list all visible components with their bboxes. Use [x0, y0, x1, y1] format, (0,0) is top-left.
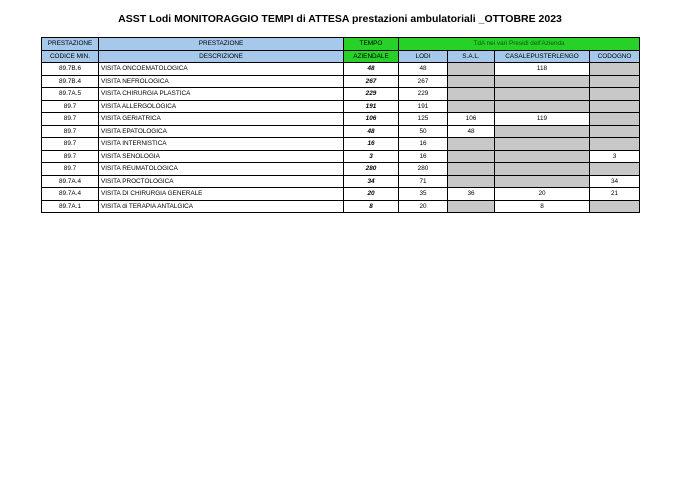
table-row — [42, 200, 640, 213]
table-row — [42, 163, 640, 176]
cell-codogno: 21 — [590, 188, 640, 201]
cell-aziendale: 229 — [344, 88, 399, 101]
cell-lodi: 125 — [399, 113, 448, 126]
header-descrizione: DESCRIZIONE — [99, 50, 344, 63]
cell-codogno — [590, 63, 640, 76]
cell-sal — [448, 88, 495, 101]
cell-aziendale: 20 — [344, 188, 399, 201]
page-title: ASST Lodi MONITORAGGIO TEMPI di ATTESA prestazioni ambulatoriali _OTTOBRE 2023 — [118, 13, 562, 25]
cell-codice: 89.7 — [42, 150, 99, 163]
cell-codice: 89.7B.6 — [42, 63, 99, 76]
cell-descrizione: VISITA DI CHIRURGIA GENERALE — [99, 188, 344, 201]
cell-sal — [448, 200, 495, 213]
cell-codogno — [590, 75, 640, 88]
cell-aziendale: 34 — [344, 175, 399, 188]
cell-codice: 89.7 — [42, 125, 99, 138]
table-row — [42, 75, 640, 88]
cell-sal: 48 — [448, 125, 495, 138]
cell-codogno — [590, 125, 640, 138]
cell-sal — [448, 175, 495, 188]
cell-casale — [495, 75, 590, 88]
cell-casale — [495, 125, 590, 138]
cell-descrizione: VISITA ONCOEMATOLOGICA — [99, 63, 344, 76]
cell-codice: 89.7A.4 — [42, 188, 99, 201]
cell-descrizione: VISITA SENOLOGIA — [99, 150, 344, 163]
cell-sal — [448, 63, 495, 76]
table-row — [42, 63, 640, 76]
cell-sal — [448, 100, 495, 113]
cell-casale — [495, 150, 590, 163]
cell-casale — [495, 175, 590, 188]
header-row-2 — [42, 50, 640, 63]
header-aziendale: AZIENDALE — [344, 50, 399, 63]
waiting-times-table — [41, 37, 640, 213]
cell-codogno — [590, 100, 640, 113]
cell-sal — [448, 75, 495, 88]
table-row — [42, 175, 640, 188]
cell-codogno: 34 — [590, 175, 640, 188]
cell-codice: 89.7A.5 — [42, 88, 99, 101]
cell-codogno — [590, 113, 640, 126]
cell-aziendale: 280 — [344, 163, 399, 176]
cell-sal — [448, 163, 495, 176]
cell-casale: 118 — [495, 63, 590, 76]
header-codogno: CODOGNO — [590, 50, 640, 63]
cell-sal: 36 — [448, 188, 495, 201]
cell-casale — [495, 88, 590, 101]
table-row — [42, 138, 640, 151]
header-presidi: TdA nei vari Presidi dell'Azienda — [399, 38, 640, 51]
cell-lodi: 280 — [399, 163, 448, 176]
table-row — [42, 100, 640, 113]
cell-lodi: 35 — [399, 188, 448, 201]
header-casale: CASALEPUSTERLENGO — [495, 50, 590, 63]
cell-codice: 89.7 — [42, 100, 99, 113]
cell-aziendale: 3 — [344, 150, 399, 163]
cell-casale — [495, 138, 590, 151]
cell-aziendale: 16 — [344, 138, 399, 151]
header-prestazione-desc: PRESTAZIONE — [99, 38, 344, 51]
cell-descrizione: VISITA ALLERGOLOGICA — [99, 100, 344, 113]
cell-aziendale: 48 — [344, 125, 399, 138]
table-row — [42, 113, 640, 126]
table-row — [42, 150, 640, 163]
cell-lodi: 20 — [399, 200, 448, 213]
cell-casale: 20 — [495, 188, 590, 201]
cell-codogno — [590, 163, 640, 176]
cell-descrizione: VISITA GERIATRICA — [99, 113, 344, 126]
cell-lodi: 48 — [399, 63, 448, 76]
cell-aziendale: 267 — [344, 75, 399, 88]
cell-descrizione: VISITA INTERNISTICA — [99, 138, 344, 151]
cell-sal: 106 — [448, 113, 495, 126]
cell-aziendale: 48 — [344, 63, 399, 76]
cell-lodi: 267 — [399, 75, 448, 88]
table-row — [42, 125, 640, 138]
cell-casale — [495, 163, 590, 176]
cell-codogno — [590, 138, 640, 151]
cell-aziendale: 8 — [344, 200, 399, 213]
cell-sal — [448, 138, 495, 151]
cell-codogno: 3 — [590, 150, 640, 163]
cell-codice: 89.7 — [42, 113, 99, 126]
header-lodi: LODI — [399, 50, 448, 63]
cell-codice: 89.7A.1 — [42, 200, 99, 213]
table-row — [42, 88, 640, 101]
cell-codice: 89.7 — [42, 138, 99, 151]
cell-descrizione: VISITA di TERAPIA ANTALGICA — [99, 200, 344, 213]
cell-codice: 89.7 — [42, 163, 99, 176]
header-sal: S.A.L. — [448, 50, 495, 63]
cell-descrizione: VISITA REUMATOLOGICA — [99, 163, 344, 176]
cell-casale: 8 — [495, 200, 590, 213]
cell-aziendale: 191 — [344, 100, 399, 113]
cell-codice: 89.7A.4 — [42, 175, 99, 188]
cell-descrizione: VISITA CHIRURGIA PLASTICA — [99, 88, 344, 101]
cell-descrizione: VISITA NEFROLOGICA — [99, 75, 344, 88]
cell-codogno — [590, 88, 640, 101]
cell-casale: 119 — [495, 113, 590, 126]
cell-codice: 89.7B.4 — [42, 75, 99, 88]
cell-codogno — [590, 200, 640, 213]
cell-aziendale: 106 — [344, 113, 399, 126]
header-tempo: TEMPO — [344, 38, 399, 51]
cell-lodi: 71 — [399, 175, 448, 188]
header-prestazione-code: PRESTAZIONE — [42, 38, 99, 51]
cell-lodi: 50 — [399, 125, 448, 138]
header-codice: CODICE MIN. — [42, 50, 99, 63]
header-row-1 — [42, 38, 640, 51]
cell-descrizione: VISITA PROCTOLOGICA — [99, 175, 344, 188]
cell-lodi: 16 — [399, 138, 448, 151]
cell-lodi: 191 — [399, 100, 448, 113]
cell-sal — [448, 150, 495, 163]
cell-lodi: 229 — [399, 88, 448, 101]
cell-casale — [495, 100, 590, 113]
cell-descrizione: VISITA EPATOLOGICA — [99, 125, 344, 138]
cell-lodi: 16 — [399, 150, 448, 163]
table-row — [42, 188, 640, 201]
